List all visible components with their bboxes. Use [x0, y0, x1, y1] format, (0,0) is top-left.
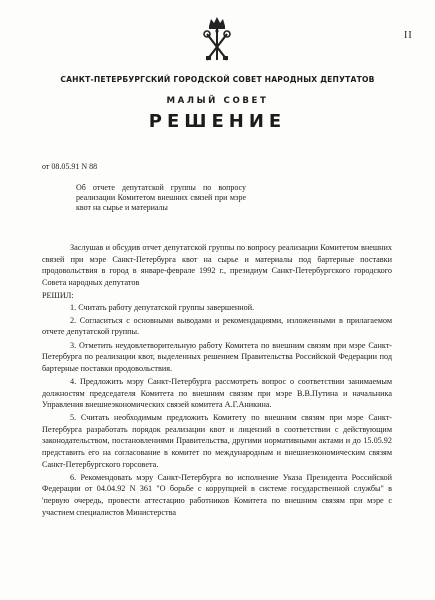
resolution-item: 6. Рекомендовать мэру Санкт-Петербурга во исполнение Указа Президента Российской Федерации от 04.04.92 N 361 "О борьбе с коррупцией в системе государственной службы" в 'первую очередь, провести аттестацию работников Комитета по внешним связям при мэре с участием специалистов Министерства — [42, 472, 392, 517]
intro-paragraph: Заслушав и обсудив отчет депутатской группы по вопросу реализации Комитетом внешних связей при мэре Санкт-Петербурга квот на сырье и материалы под бартерные поставки продовольствия в город в январе-феврале 1992 г., президиум Санкт-Петербургского городского Совета народных депутатов — [42, 243, 392, 287]
council-name: САНКТ-ПЕТЕРБУРГСКИЙ ГОРОДСКОЙ СОВЕТ НАРОДНЫХ ДЕПУТАТОВ — [60, 75, 375, 84]
small-council-title: МАЛЫЙ СОВЕТ — [166, 96, 269, 106]
page-number: II — [404, 30, 413, 41]
margin-mark — [4, 290, 10, 304]
resolution-item: 3. Отметить неудовлетворительную работу Комитета по внешним связям при мэре Санкт-Петербурга по реализации квот, выделенных решением Правительства Российской Федерации под бартерные поставки продовольствия. — [42, 340, 392, 373]
date-number: от 08.05.91 N 88 — [42, 162, 98, 171]
resolution-item: 1. Считать работу депутатской группы завершенной. — [70, 302, 255, 312]
coat-of-arms-icon — [200, 16, 234, 64]
resolved-label: РЕШИЛ: — [42, 290, 74, 300]
resolution-item: 4. Предложить мэру Санкт-Петербурга рассмотреть вопрос о соответствии занимаемым должностям председателя Комитета по внешним связям при мэре В.В.Путина и начальника Управления внешнеэкономических связей комитета А.Г.Аникина. — [42, 376, 392, 410]
document-title: РЕШЕНИЕ — [148, 111, 287, 132]
document-subject: Об отчете депутатской группы по вопросу реализации Комитетом внешних связей при мэре квот на сырье и материалы — [76, 183, 246, 212]
document-body — [42, 242, 392, 520]
resolution-item: 2. Согласиться с основными выводами и рекомендациями, изложенными в прилагаемом отчете депутатской группы. — [42, 315, 392, 337]
resolution-item: 5. Считать необходимым предложить Комитету по внешним связям при мэре Санкт-Петербурга разработать порядок реализации квот и лицензий в соответствии с действующим законодательством, постановлениями Правительства, другими нормативными актами и до 15.05.92 представить его на согласование в комитет по международным и внешнеэкономическим связям Санкт-Петербургского горсовета. — [42, 413, 392, 469]
